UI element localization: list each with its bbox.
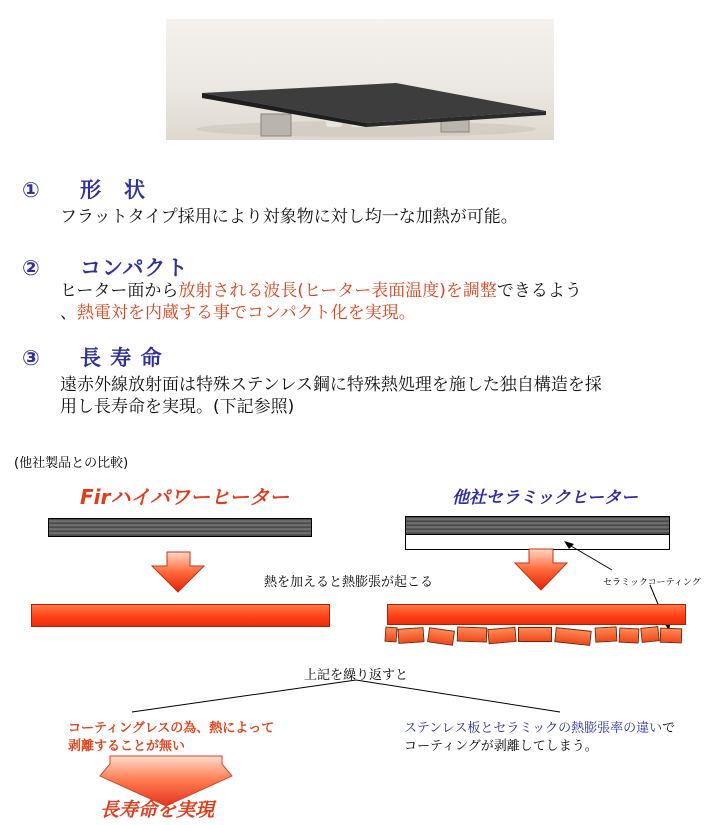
section-2-title: コンパクト (80, 256, 189, 280)
split-line-right (356, 680, 560, 712)
coating-fragment (398, 627, 425, 644)
left-result-line-1: コーティングレスの為、熱によって (68, 721, 275, 736)
split-line-left (132, 680, 356, 712)
conclusion-text: 長寿命を実現 (100, 799, 215, 821)
coating-fragment (660, 628, 683, 644)
down-arrow-left (152, 552, 204, 592)
ceramic-coating-label: セラミックコーティング (603, 578, 701, 588)
down-arrow-right (515, 549, 567, 590)
coating-pointer-head (564, 541, 574, 549)
heat-expansion-text: 熱を加えると熱膨張が起こる (264, 575, 434, 590)
coating-fragment (595, 626, 618, 642)
section-1-title: 形 状 (80, 178, 146, 202)
text-segment: ヒーター面から (60, 281, 179, 301)
coating-fragment (619, 627, 640, 643)
fir-heater-expanded-plate (31, 604, 330, 627)
repeat-text: 上記を繰り返すと (304, 668, 409, 683)
comparison-label: (他社製品との比較) (14, 456, 129, 471)
coating-fragment (518, 627, 552, 642)
section-1-number: ① (22, 178, 41, 202)
coating-fragment (487, 627, 516, 644)
ceramic-heater-expanded-plate (387, 604, 686, 625)
section-3-number: ③ (22, 346, 41, 370)
left-result-line-2: 剥離することが無い (68, 739, 186, 754)
right-result (404, 720, 675, 756)
text-segment: 用し長寿命を実現。(下記参照) (60, 397, 295, 417)
coating-fragment (640, 626, 659, 643)
right-result-line-2: コーティングが剥離してしまう。 (404, 739, 598, 754)
right-result-suffix: で (662, 721, 676, 736)
coating-fragment (457, 626, 488, 642)
left-result (68, 720, 274, 756)
coating-pointer-line (566, 543, 612, 570)
right-result-line-1 (404, 720, 675, 738)
coating-fragment (384, 627, 397, 643)
section-2-number: ② (22, 256, 41, 280)
left-product-title: Firハイパワーヒーター (80, 485, 290, 509)
section-3-title: 長 寿 命 (80, 346, 163, 370)
text-segment: 、 (60, 303, 77, 323)
text-segment: 遠赤外線放射面は特殊ステンレス鋼に特殊熱処理を施した独自構造を採 (60, 375, 602, 395)
right-result-highlight: ステンレス板とセラミックの熱膨張率の違い (404, 721, 663, 736)
highlight-segment: 放射される波長(ヒーター表面温度)を調整 (178, 281, 497, 301)
text-segment: できるよう (496, 281, 582, 301)
highlight-segment: 熱電対を内蔵する事でコンパクト化を実現。 (77, 303, 416, 323)
text-segment: フラットタイプ採用により対象物に対し均一な加熱が可能。 (60, 207, 518, 227)
right-product-title: 他社セラミックヒーター (452, 488, 638, 508)
